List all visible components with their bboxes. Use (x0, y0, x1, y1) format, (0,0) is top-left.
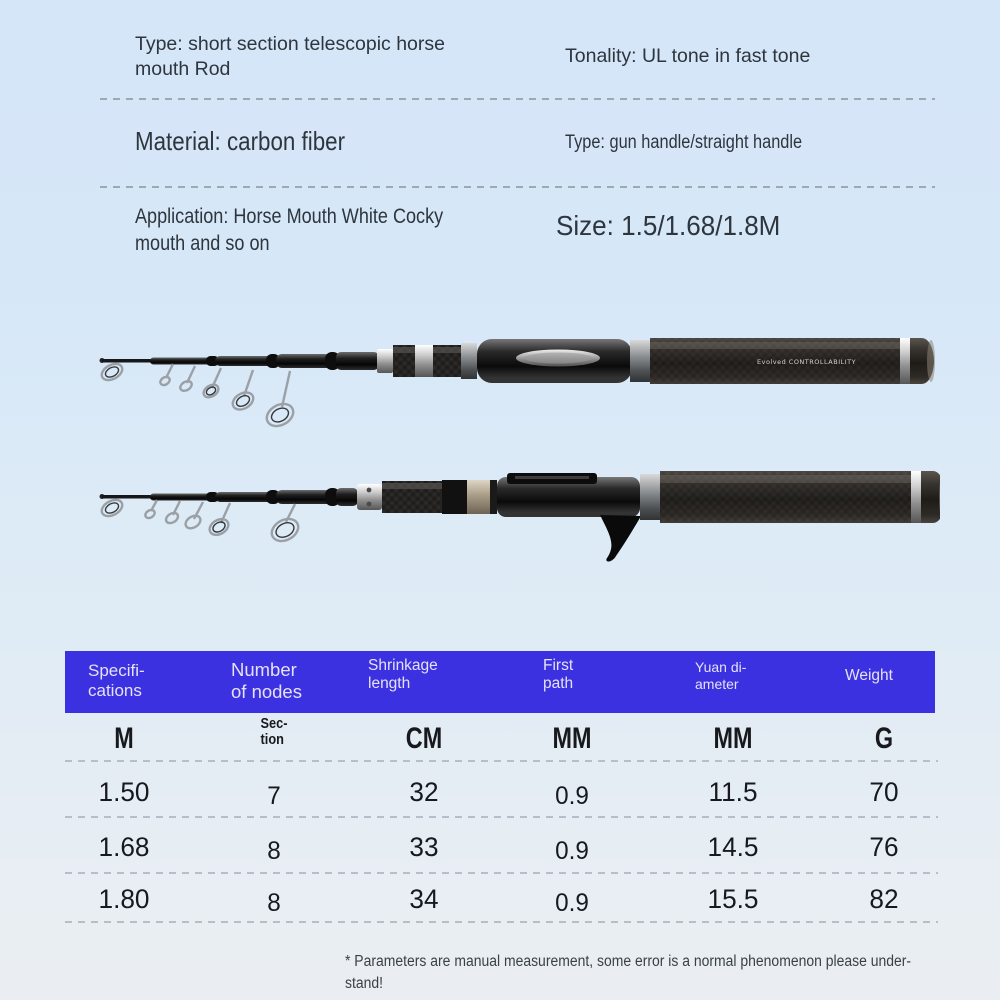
rod2-reel-seat (382, 473, 660, 562)
cell-length-1: 1.50 (98, 777, 150, 807)
rod2-collar (357, 484, 382, 510)
col-header-line: of nodes (231, 680, 302, 702)
col-header-line: cations (88, 681, 142, 701)
unit-section (261, 716, 288, 748)
cell-firstpath-3: 0.9 (555, 889, 589, 917)
col-header-line: ameter (695, 675, 739, 692)
spec-type-line2: mouth Rod (135, 58, 231, 80)
col-header-shrinkage-length (368, 657, 438, 694)
unit-mm-2: MM (713, 722, 753, 755)
col-header-line: First (543, 657, 574, 674)
col-header-weight (845, 667, 893, 685)
spec-handle-type (565, 132, 841, 154)
unit-line: tion (260, 730, 284, 748)
cell-shrink-3: 34 (409, 884, 439, 914)
divider (100, 186, 935, 188)
cell-diameter-3: 15.5 (707, 884, 759, 914)
divider (65, 872, 938, 874)
rod-straight-handle-image (95, 323, 940, 443)
cell-weight-2: 76 (869, 832, 899, 862)
divider (65, 921, 938, 923)
spec-type (135, 32, 445, 82)
spec-application-line1: Application: Horse Mouth White Cocky (135, 205, 444, 228)
rod-gun-handle-image (95, 450, 940, 585)
col-header-yuan-diameter (695, 659, 746, 692)
spec-handle-type-text: Type: gun handle/straight handle (565, 132, 803, 153)
divider (65, 816, 938, 818)
cell-shrink-1: 32 (409, 777, 439, 807)
cell-weight-1: 70 (869, 777, 899, 807)
cell-length-3: 1.80 (98, 884, 150, 914)
col-header-line: Weight (845, 667, 893, 684)
unit-m: M (114, 722, 134, 755)
spec-tonality: Tonality: UL tone in fast tone (565, 45, 811, 67)
col-header-line: Shrinkage (368, 657, 438, 674)
unit-cm: CM (405, 722, 443, 755)
divider (65, 760, 938, 762)
unit-mm-1: MM (552, 722, 592, 755)
col-header-number-of-nodes (231, 659, 302, 703)
cell-nodes-2: 8 (267, 837, 281, 865)
divider (100, 98, 935, 100)
unit-line: Sec- (260, 715, 288, 732)
unit-g: G (874, 722, 894, 755)
col-header-line: Number (231, 659, 297, 680)
col-header-line: Yuan di- (695, 659, 747, 675)
spec-material-text: Material: carbon fiber (135, 126, 346, 156)
col-header-line: Specifi- (88, 661, 145, 680)
rod2-handle (660, 471, 940, 523)
col-header-specifications (88, 661, 145, 701)
col-header-line: length (368, 675, 411, 693)
rod1-telescopic-sections (100, 352, 380, 370)
cell-nodes-3: 8 (267, 889, 281, 917)
cell-shrink-2: 33 (409, 832, 439, 862)
disclaimer-note (345, 951, 945, 995)
spec-material (135, 126, 379, 157)
rod1-brand-text: Evolved CONTROLLABILITY (757, 358, 857, 366)
spec-type-line1: Type: short section telescopic horse (135, 33, 445, 55)
cell-diameter-2: 14.5 (707, 832, 759, 862)
cell-weight-3: 82 (869, 884, 899, 914)
rod1-reel-seat (377, 339, 650, 383)
rod1-guide-inner-rings (104, 365, 291, 425)
spec-application-line2: mouth and so on (135, 232, 270, 255)
rod2-trigger (600, 515, 641, 562)
cell-length-2: 1.68 (98, 832, 150, 862)
table-header-bar (65, 651, 935, 713)
spec-application (135, 203, 493, 257)
col-header-first-path (543, 657, 573, 694)
cell-firstpath-1: 0.9 (555, 782, 589, 810)
disclaimer-line1: * Parameters are manual measurement, some error is a normal phenomenon please under- (345, 953, 912, 970)
spec-size-text: Size: 1.5/1.68/1.8M (556, 210, 781, 241)
cell-firstpath-2: 0.9 (555, 837, 589, 865)
rod1-line-guides (99, 361, 297, 431)
spec-size (556, 210, 797, 242)
cell-diameter-1: 11.5 (708, 777, 758, 807)
cell-nodes-1: 7 (267, 782, 281, 810)
col-header-line: path (543, 675, 574, 693)
disclaimer-line2: stand! (345, 975, 384, 992)
rod1-handle (650, 338, 935, 384)
